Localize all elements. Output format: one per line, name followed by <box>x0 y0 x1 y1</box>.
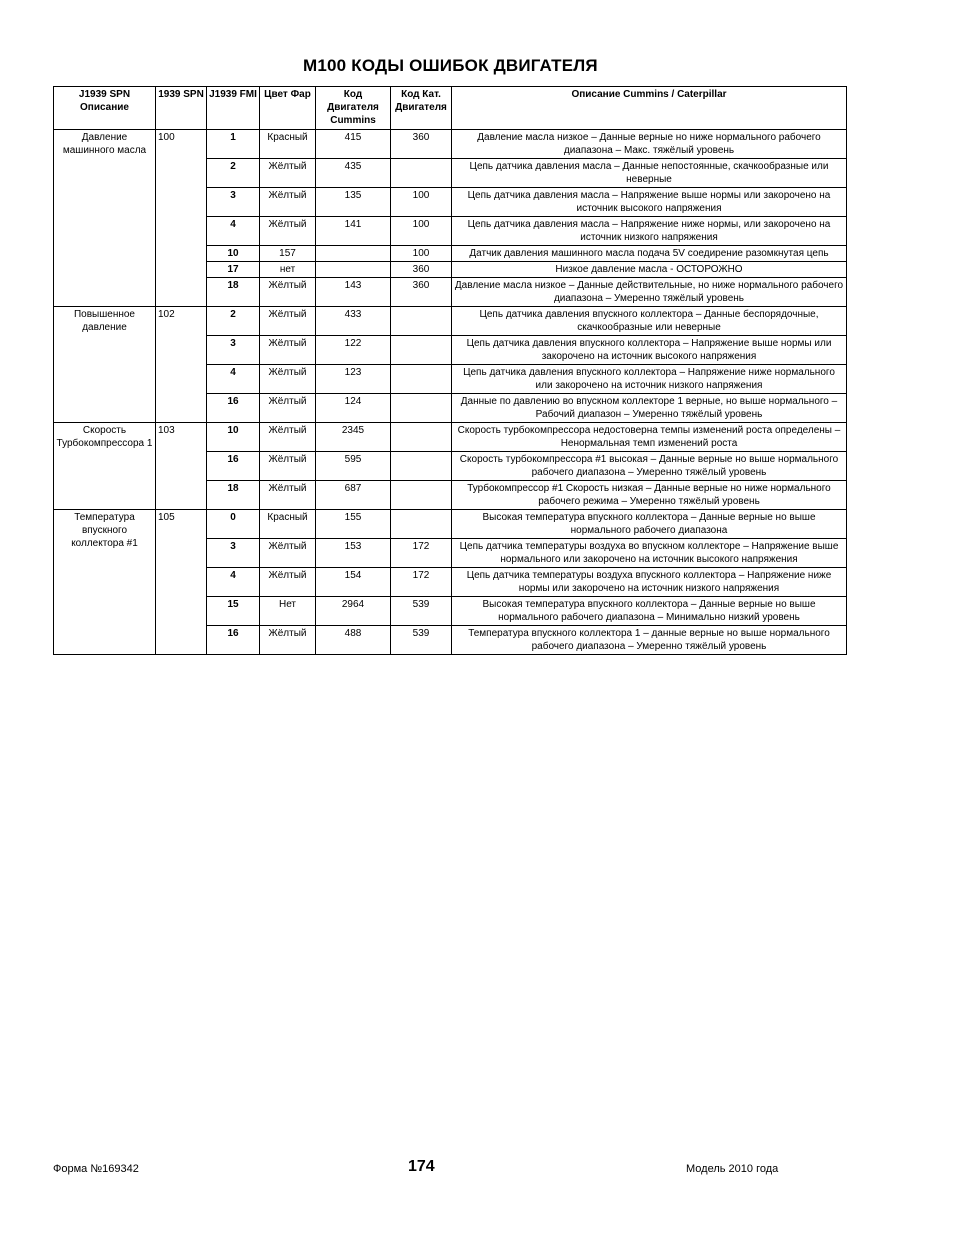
cummins-cell: 141 <box>316 217 391 246</box>
fmi-cell: 18 <box>207 481 260 510</box>
table-header-row <box>54 87 847 130</box>
form-number: Форма №169342 <box>53 1163 139 1175</box>
desc-cell: Высокая температура впускного коллектора – Данные верные но выше нормального рабочего диапазона <box>452 510 847 539</box>
header-spn: 1939 SPN <box>156 87 207 130</box>
cat-cell <box>391 159 452 188</box>
cat-cell: 360 <box>391 278 452 307</box>
cat-cell: 172 <box>391 539 452 568</box>
desc-cell: Скорость турбокомпрессора #1 высокая – Данные верные но выше нормального рабочего диапазона – Умеренно тяжёлый уровень <box>452 452 847 481</box>
page-number: 174 <box>408 1158 435 1175</box>
fmi-cell: 2 <box>207 307 260 336</box>
lamp-cell: Красный <box>260 510 316 539</box>
desc-cell: Скорость турбокомпрессора недостоверна темпы изменений роста определены – Ненормальная темп изменений роста <box>452 423 847 452</box>
cat-cell: 360 <box>391 262 452 278</box>
cat-cell <box>391 481 452 510</box>
desc-cell: Цепь датчика давления масла – Данные непостоянные, скачкообразные или неверные <box>452 159 847 188</box>
desc-cell: Турбокомпрессор #1 Скорость низкая – Данные верные но ниже нормального рабочего режима – Умеренно тяжёлый уровень <box>452 481 847 510</box>
desc-cell: Давление масла низкое – Данные действительные, но ниже нормального рабочего диапазона – Умеренно тяжёлый уровень <box>452 278 847 307</box>
cummins-cell: 595 <box>316 452 391 481</box>
fmi-cell: 16 <box>207 452 260 481</box>
lamp-cell: Жёлтый <box>260 159 316 188</box>
cat-cell <box>391 365 452 394</box>
lamp-cell: Жёлтый <box>260 452 316 481</box>
fmi-cell: 2 <box>207 159 260 188</box>
cummins-cell: 488 <box>316 626 391 655</box>
cat-cell: 172 <box>391 568 452 597</box>
cummins-cell: 153 <box>316 539 391 568</box>
fmi-cell: 15 <box>207 597 260 626</box>
cat-cell: 100 <box>391 217 452 246</box>
cat-cell: 539 <box>391 626 452 655</box>
cummins-cell: 135 <box>316 188 391 217</box>
desc-cell: Цепь датчика давления впускного коллектора – Данные беспорядочные, скачкообразные или неверные <box>452 307 847 336</box>
cummins-cell <box>316 262 391 278</box>
page-title: M100 КОДЫ ОШИБОК ДВИГАТЕЛЯ <box>303 56 598 75</box>
desc-cell: Данные по давлению во впускном коллекторе 1 верные, но выше нормального – Рабочий диапазон – Умеренно тяжёлый уровень <box>452 394 847 423</box>
lamp-cell: Жёлтый <box>260 423 316 452</box>
lamp-cell: Жёлтый <box>260 481 316 510</box>
group-description: Давление машинного масла <box>54 130 156 307</box>
lamp-cell: Жёлтый <box>260 336 316 365</box>
lamp-cell: нет <box>260 262 316 278</box>
cummins-cell: 122 <box>316 336 391 365</box>
header-spn-description: J1939 SPN Описание <box>54 87 156 130</box>
fmi-cell: 3 <box>207 188 260 217</box>
group-spn: 102 <box>156 307 207 423</box>
lamp-cell: Жёлтый <box>260 278 316 307</box>
table-row <box>54 423 847 452</box>
cat-cell: 100 <box>391 188 452 217</box>
lamp-cell: Жёлтый <box>260 568 316 597</box>
group-spn: 103 <box>156 423 207 510</box>
desc-cell: Высокая температура впускного коллектора – Данные верные но выше нормального рабочего диапазона – Минимально низкий уровень <box>452 597 847 626</box>
fmi-cell: 17 <box>207 262 260 278</box>
cat-cell: 100 <box>391 246 452 262</box>
desc-cell: Низкое давление масла - ОСТОРОЖНО <box>452 262 847 278</box>
group-description: Повышенное давление <box>54 307 156 423</box>
fmi-cell: 0 <box>207 510 260 539</box>
fmi-cell: 4 <box>207 568 260 597</box>
cummins-cell: 2964 <box>316 597 391 626</box>
header-cat-code: Код Кат. Двигателя <box>391 87 452 130</box>
lamp-cell: Красный <box>260 130 316 159</box>
desc-cell: Цепь датчика давления впускного коллектора – Напряжение ниже нормального или закорочено на источник низкого напряжения <box>452 365 847 394</box>
fmi-cell: 4 <box>207 365 260 394</box>
fmi-cell: 4 <box>207 217 260 246</box>
cummins-cell: 124 <box>316 394 391 423</box>
model-year: Модель 2010 года <box>686 1163 779 1175</box>
table-body <box>54 130 847 655</box>
table-row <box>54 307 847 336</box>
desc-cell: Цепь датчика температуры воздуха впускного коллектора – Напряжение ниже нормы или закорочено на источник низкого напряжения <box>452 568 847 597</box>
cummins-cell: 687 <box>316 481 391 510</box>
desc-cell: Цепь датчика давления масла – Напряжение выше нормы или закорочено на источник высокого напряжения <box>452 188 847 217</box>
fmi-cell: 16 <box>207 394 260 423</box>
cummins-cell: 2345 <box>316 423 391 452</box>
cat-cell <box>391 307 452 336</box>
cummins-cell: 123 <box>316 365 391 394</box>
header-description: Описание Cummins / Caterpillar <box>452 87 847 130</box>
header-cummins-code: Код Двигателя Cummins <box>316 87 391 130</box>
group-spn: 100 <box>156 130 207 307</box>
fmi-cell: 16 <box>207 626 260 655</box>
fmi-cell: 18 <box>207 278 260 307</box>
lamp-cell: Жёлтый <box>260 626 316 655</box>
cat-cell: 360 <box>391 130 452 159</box>
table-row <box>54 130 847 159</box>
cat-cell <box>391 510 452 539</box>
cummins-cell: 415 <box>316 130 391 159</box>
cummins-cell: 155 <box>316 510 391 539</box>
header-fmi: J1939 FMI <box>207 87 260 130</box>
lamp-cell: Жёлтый <box>260 307 316 336</box>
lamp-cell: Жёлтый <box>260 394 316 423</box>
cat-cell: 539 <box>391 597 452 626</box>
desc-cell: Цепь датчика температуры воздуха во впускном коллекторе – Напряжение выше нормального или закорочено на источник высокого напряжения <box>452 539 847 568</box>
cummins-cell: 435 <box>316 159 391 188</box>
desc-cell: Температура впускного коллектора 1 – данные верные но выше нормального рабочего диапазона – Умеренно тяжёлый уровень <box>452 626 847 655</box>
fault-codes-table <box>53 86 847 655</box>
lamp-cell: Жёлтый <box>260 188 316 217</box>
table-row <box>54 510 847 539</box>
cat-cell <box>391 452 452 481</box>
cat-cell <box>391 394 452 423</box>
fmi-cell: 1 <box>207 130 260 159</box>
cummins-cell: 143 <box>316 278 391 307</box>
header-lamp-color: Цвет Фар <box>260 87 316 130</box>
desc-cell: Цепь датчика давления масла – Напряжение ниже нормы, или закорочено на источник низкого напряжения <box>452 217 847 246</box>
group-spn: 105 <box>156 510 207 655</box>
fmi-cell: 10 <box>207 246 260 262</box>
cat-cell <box>391 336 452 365</box>
cummins-cell: 154 <box>316 568 391 597</box>
lamp-cell: Жёлтый <box>260 365 316 394</box>
desc-cell: Датчик давления машинного масла подача 5V соедирение разомкнутая цепь <box>452 246 847 262</box>
desc-cell: Давление масла низкое – Данные верные но ниже нормального рабочего диапазона – Макс. тяжёлый уровень <box>452 130 847 159</box>
lamp-cell: Нет <box>260 597 316 626</box>
fmi-cell: 3 <box>207 539 260 568</box>
cat-cell <box>391 423 452 452</box>
cummins-cell: 433 <box>316 307 391 336</box>
fmi-cell: 3 <box>207 336 260 365</box>
lamp-cell: Жёлтый <box>260 539 316 568</box>
group-description: Скорость Турбокомпрессора 1 <box>54 423 156 510</box>
group-description: Температура впускного коллектора #1 <box>54 510 156 655</box>
desc-cell: Цепь датчика давления впускного коллектора – Напряжение выше нормы или закорочено на источник высокого напряжения <box>452 336 847 365</box>
lamp-cell: Жёлтый <box>260 217 316 246</box>
fmi-cell: 10 <box>207 423 260 452</box>
cummins-cell <box>316 246 391 262</box>
lamp-cell: 157 <box>260 246 316 262</box>
